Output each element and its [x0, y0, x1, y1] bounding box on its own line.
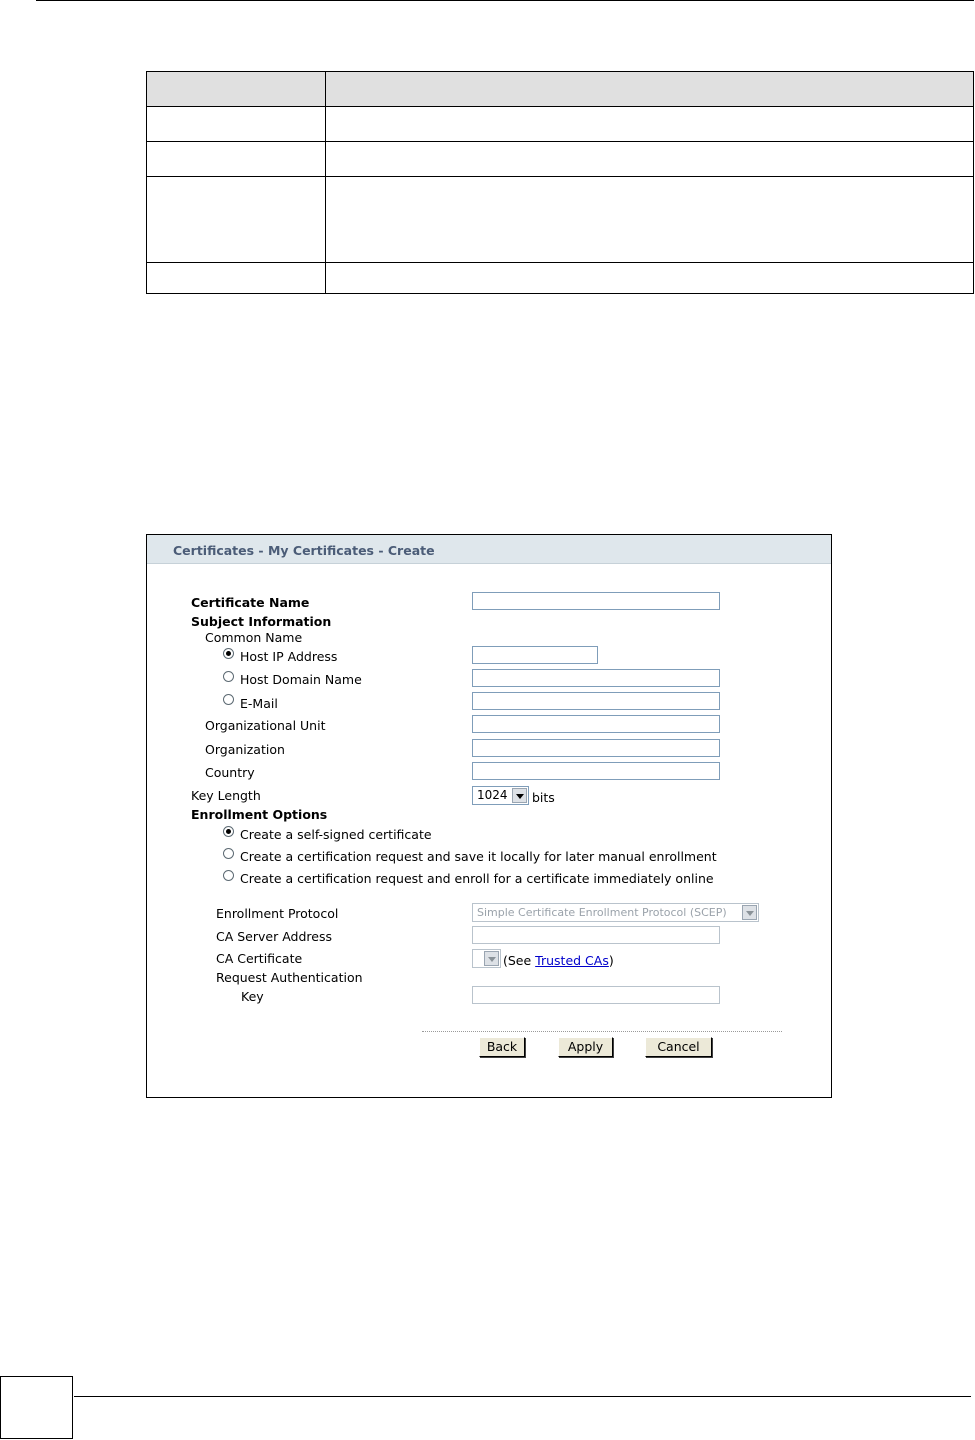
certificate-name-input[interactable] — [472, 592, 720, 610]
panel-header — [147, 535, 831, 564]
table-cell — [326, 177, 974, 263]
create-certificate-panel — [146, 534, 832, 1098]
country-input[interactable] — [472, 762, 720, 780]
host-domain-label: Host Domain Name — [240, 672, 362, 687]
see-prefix: (See — [503, 953, 536, 968]
ca-server-label: CA Server Address — [216, 929, 332, 944]
apply-button[interactable]: Apply — [558, 1037, 613, 1057]
panel-title: Certificates - My Certificates - Create — [173, 543, 435, 558]
request-save-label: Create a certification request and save it locally for later manual enrollment — [240, 849, 717, 864]
reference-table — [146, 71, 974, 294]
see-suffix: ) — [608, 953, 614, 968]
ca-certificate-label: CA Certificate — [216, 951, 303, 966]
request-enroll-radio[interactable] — [223, 870, 234, 881]
key-length-value: 1024 — [477, 788, 508, 802]
org-unit-input[interactable] — [472, 715, 720, 733]
table-cell — [147, 142, 326, 177]
table-cell — [147, 177, 326, 263]
enrollment-protocol-label: Enrollment Protocol — [216, 906, 339, 921]
trusted-cas-link[interactable]: Trusted CAs — [535, 953, 609, 968]
page-header-rule — [36, 0, 974, 1]
chevron-down-icon — [742, 905, 757, 920]
subject-information-label: Subject Information — [191, 614, 332, 629]
host-domain-input[interactable] — [472, 669, 720, 687]
table-header-row — [147, 72, 974, 107]
country-label: Country — [205, 765, 255, 780]
page-number-box — [0, 1376, 73, 1439]
email-radio[interactable] — [223, 694, 234, 705]
organization-input[interactable] — [472, 739, 720, 757]
table-row — [147, 107, 974, 142]
enrollment-options-label: Enrollment Options — [191, 807, 328, 822]
host-domain-radio[interactable] — [223, 671, 234, 682]
table-cell — [326, 107, 974, 142]
host-ip-radio[interactable] — [223, 648, 234, 659]
enrollment-protocol-value: Simple Certificate Enrollment Protocol (SCEP) — [477, 906, 727, 919]
host-ip-input[interactable] — [472, 646, 598, 664]
chevron-down-icon — [512, 788, 527, 803]
chevron-down-icon — [484, 951, 499, 966]
ca-server-input[interactable] — [472, 926, 720, 944]
self-signed-label: Create a self-signed certificate — [240, 827, 432, 842]
table-row — [147, 177, 974, 263]
key-label: Key — [241, 989, 264, 1004]
page-footer-rule — [74, 1396, 971, 1397]
key-input[interactable] — [472, 986, 720, 1004]
key-length-label: Key Length — [191, 788, 261, 803]
table-cell — [326, 263, 974, 294]
common-name-label: Common Name — [205, 630, 303, 645]
button-divider — [422, 1031, 782, 1032]
certificate-name-label: Certificate Name — [191, 595, 310, 610]
enrollment-protocol-select[interactable] — [472, 903, 759, 922]
table-cell — [147, 107, 326, 142]
trusted-cas-note — [503, 953, 614, 968]
email-label: E-Mail — [240, 696, 278, 711]
ca-certificate-select[interactable] — [472, 949, 501, 968]
key-length-unit: bits — [532, 790, 555, 805]
request-auth-label: Request Authentication — [216, 970, 363, 985]
self-signed-radio[interactable] — [223, 826, 234, 837]
cancel-button[interactable]: Cancel — [645, 1037, 712, 1057]
key-length-select[interactable] — [472, 786, 529, 805]
back-button[interactable]: Back — [479, 1037, 525, 1057]
table-row — [147, 263, 974, 294]
request-save-radio[interactable] — [223, 848, 234, 859]
host-ip-label: Host IP Address — [240, 649, 338, 664]
org-unit-label: Organizational Unit — [205, 718, 326, 733]
table-cell — [326, 142, 974, 177]
table-cell — [147, 263, 326, 294]
organization-label: Organization — [205, 742, 285, 757]
table-cell — [326, 72, 974, 107]
request-enroll-label: Create a certification request and enroll for a certificate immediately online — [240, 871, 714, 886]
table-cell — [147, 72, 326, 107]
email-input[interactable] — [472, 692, 720, 710]
table-row — [147, 142, 974, 177]
